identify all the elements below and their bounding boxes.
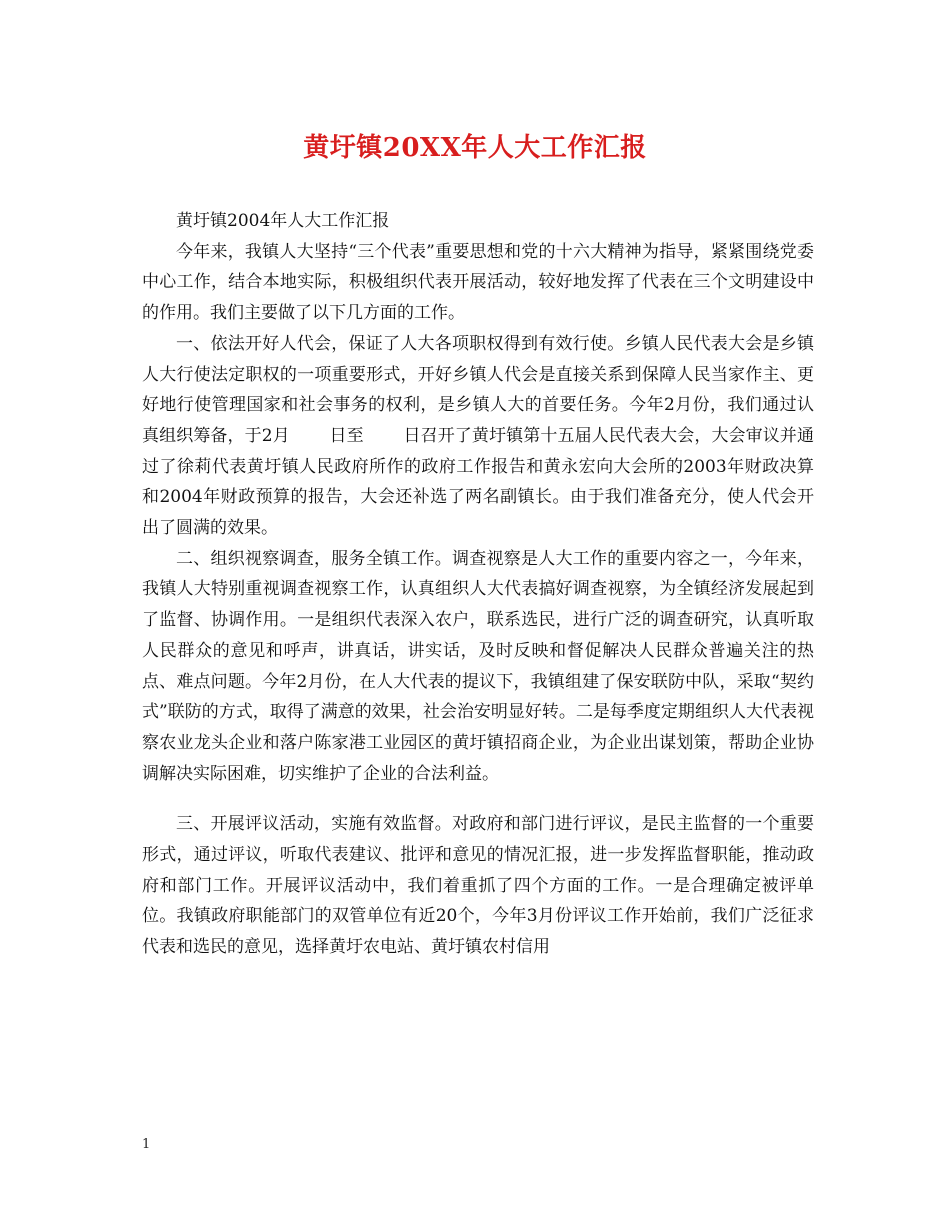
page-number: 1 (142, 1137, 151, 1152)
document-body (142, 206, 814, 963)
paragraph-section-1: 一、依法开好人代会，保证了人大各项职权得到有效行使。乡镇人民代表大会是乡镇人大行使法定职权的一项重要形式，开好乡镇人代会是直接关系到保障人民当家作主、更好地行使管理国家和社会事务的权利，是乡镇人大的首要任务。今年2月份，我们通过认真组织筹备，于2月 日至 日召开了黄圩镇第十五届人民代表大会，大会审议并通过了徐莉代表黄圩镇人民政府所作的政府工作报告和黄永宏向大会所的2003年财政决算和2004年财政预算的报告，大会还补选了两名副镇长。由于我们准备充分，使人代会开出了圆满的效果。 (142, 333, 814, 539)
paragraph-section-2: 二、组织视察调查，服务全镇工作。调查视察是人大工作的重要内容之一，今年来，我镇人大特别重视调查视察工作，认真组织人大代表搞好调查视察，为全镇经济发展起到了监督、协调作用。一是组织代表深入农户，联系选民，进行广泛的调查研究，认真听取人民群众的意见和呼声，讲真话，讲实话，及时反映和督促解决人民群众普遍关注的热点、难点问题。今年2月份，在人大代表的提议下，我镇组建了保安联防中队，采取“契约式”联防的方式，取得了满意的效果，社会治安明显好转。二是每季度定期组织人大代表视察农业龙头企业和落户陈家港工业园区的黄圩镇招商企业，为企业出谋划策，帮助企业协调解决实际困难，切实维护了企业的合法利益。 (142, 548, 814, 784)
paragraph-intro: 今年来，我镇人大坚持“三个代表”重要思想和党的十六大精神为指导，紧紧围绕党委中心工作，结合本地实际，积极组织代表开展活动，较好地发挥了代表在三个文明建设中的作用。我们主要做了以下几方面的工作。 (142, 241, 814, 324)
document-title: 黄圩镇20XX年人大工作汇报 (303, 133, 647, 163)
paragraph-section-3: 三、开展评议活动，实施有效监督。对政府和部门进行评议，是民主监督的一个重要形式，通过评议，听取代表建议、批评和意见的情况汇报，进一步发挥监督职能，推动政府和部门工作。开展评议活动中，我们着重抓了四个方面的工作。一是合理确定被评单位。我镇政府职能部门的双管单位有近20个，今年3月份评议工作开始前，我们广泛征求代表和选民的意见，选择黄圩农电站、黄圩镇农村信用 (142, 814, 814, 958)
paragraph-subtitle: 黄圩镇2004年人大工作汇报 (176, 211, 390, 231)
